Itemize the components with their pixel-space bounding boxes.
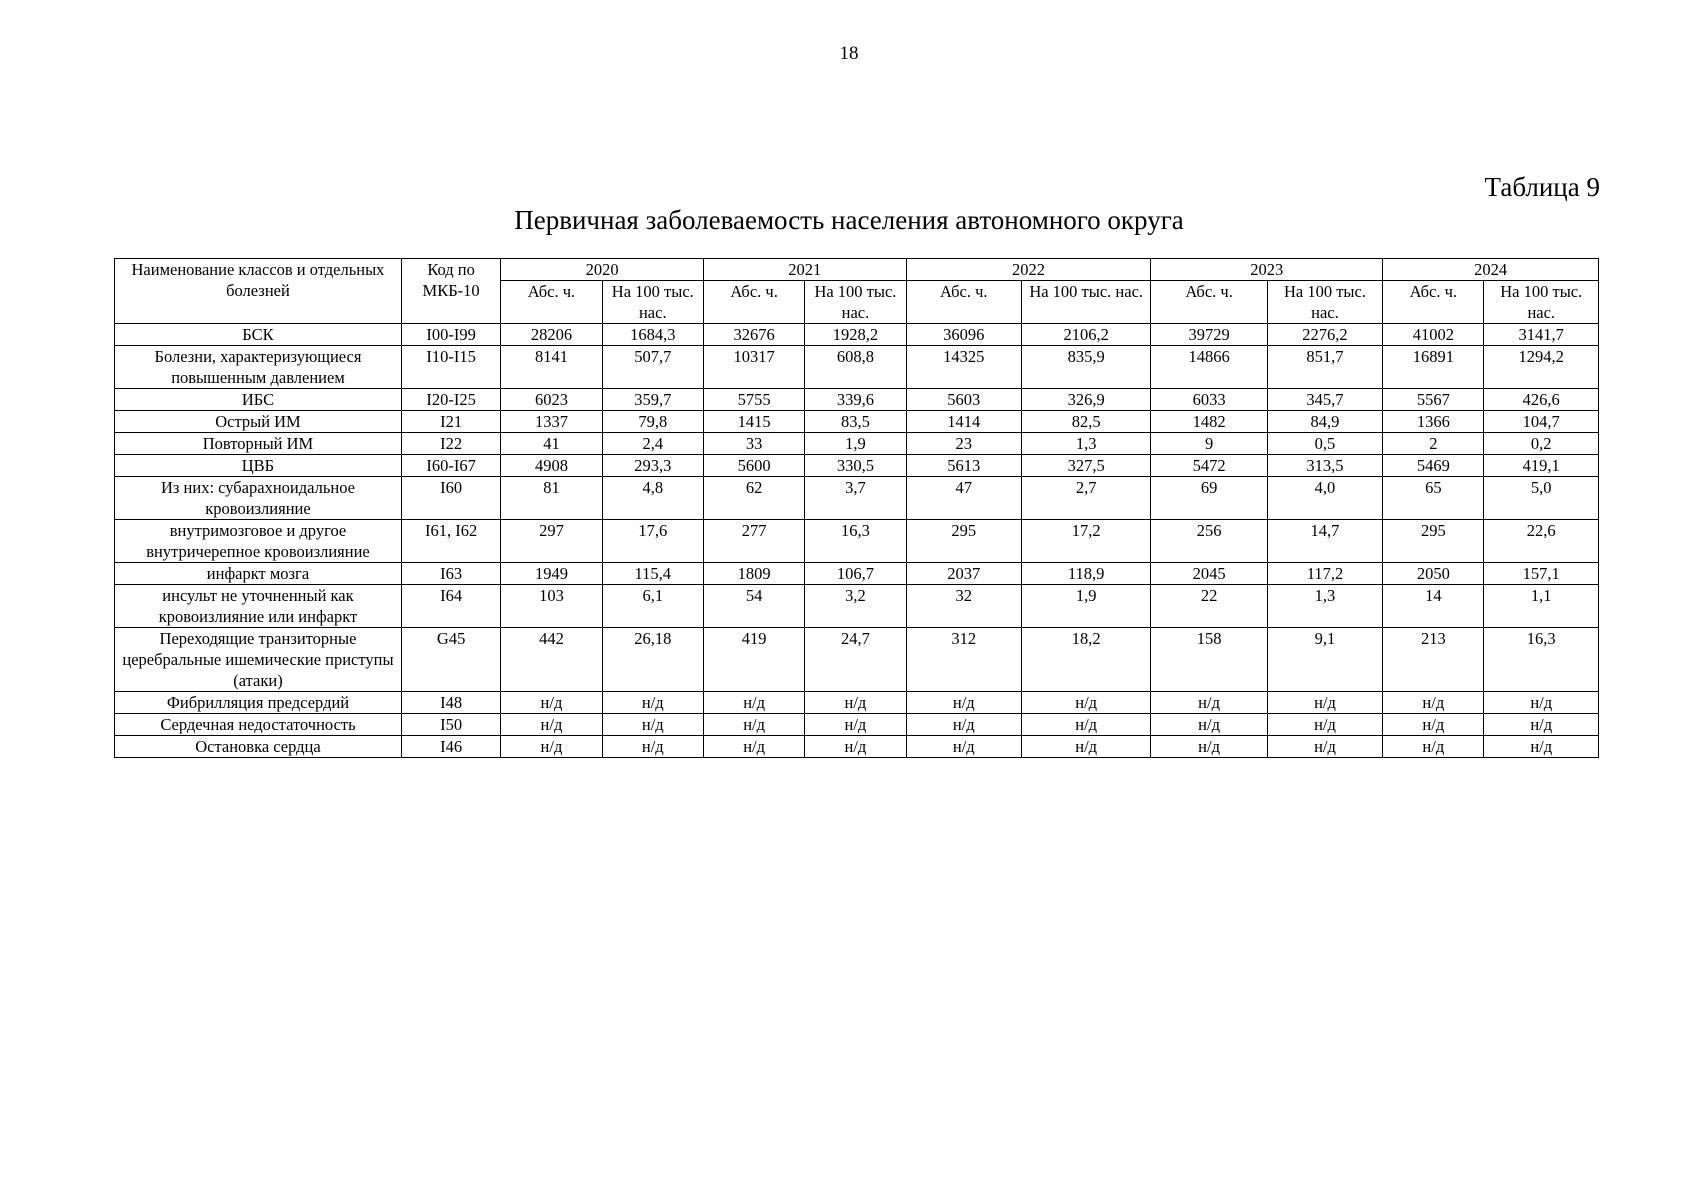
cell-rate: 1,3 bbox=[1021, 433, 1150, 455]
header-year: 2024 bbox=[1383, 259, 1599, 281]
table-row bbox=[115, 477, 1599, 520]
cell-abs: 277 bbox=[703, 520, 804, 563]
cell-rate: н/д bbox=[805, 736, 906, 758]
row-name: Фибрилляция предсердий bbox=[115, 692, 402, 714]
row-name: внутримозговое и другое внутричерепное кровоизлияние bbox=[115, 520, 402, 563]
cell-rate: н/д bbox=[1267, 736, 1382, 758]
row-code: I10-I15 bbox=[401, 346, 500, 389]
header-rate: На 100 тыс. нас. bbox=[602, 281, 703, 324]
cell-rate: 293,3 bbox=[602, 455, 703, 477]
cell-rate: 0,5 bbox=[1267, 433, 1382, 455]
header-year: 2020 bbox=[501, 259, 704, 281]
cell-abs: 2 bbox=[1383, 433, 1484, 455]
cell-abs: 1482 bbox=[1151, 411, 1267, 433]
cell-rate: н/д bbox=[1267, 692, 1382, 714]
cell-rate: н/д bbox=[1484, 736, 1599, 758]
cell-rate: 17,2 bbox=[1021, 520, 1150, 563]
cell-abs: 312 bbox=[906, 628, 1021, 692]
header-abs: Абс. ч. bbox=[703, 281, 804, 324]
cell-abs: 41 bbox=[501, 433, 602, 455]
cell-rate: н/д bbox=[602, 736, 703, 758]
cell-rate: 26,18 bbox=[602, 628, 703, 692]
cell-rate: 1294,2 bbox=[1484, 346, 1599, 389]
cell-abs: 6023 bbox=[501, 389, 602, 411]
cell-abs: н/д bbox=[906, 736, 1021, 758]
cell-rate: 835,9 bbox=[1021, 346, 1150, 389]
header-year: 2022 bbox=[906, 259, 1151, 281]
cell-rate: 82,5 bbox=[1021, 411, 1150, 433]
cell-abs: 2045 bbox=[1151, 563, 1267, 585]
row-name: инфаркт мозга bbox=[115, 563, 402, 585]
header-abs: Абс. ч. bbox=[501, 281, 602, 324]
cell-rate: 6,1 bbox=[602, 585, 703, 628]
header-rate: На 100 тыс. нас. bbox=[1484, 281, 1599, 324]
cell-rate: 1,1 bbox=[1484, 585, 1599, 628]
row-code: I46 bbox=[401, 736, 500, 758]
cell-abs: н/д bbox=[703, 692, 804, 714]
cell-abs: н/д bbox=[501, 714, 602, 736]
row-name: инсульт не уточненный как кровоизлияние или инфаркт bbox=[115, 585, 402, 628]
cell-abs: 14 bbox=[1383, 585, 1484, 628]
cell-rate: 851,7 bbox=[1267, 346, 1382, 389]
cell-rate: н/д bbox=[1484, 714, 1599, 736]
table-row bbox=[115, 736, 1599, 758]
table-body bbox=[115, 324, 1599, 758]
cell-abs: 2050 bbox=[1383, 563, 1484, 585]
header-row-years bbox=[115, 259, 1599, 281]
cell-abs: 32676 bbox=[703, 324, 804, 346]
cell-abs: н/д bbox=[1151, 714, 1267, 736]
header-abs: Абс. ч. bbox=[1383, 281, 1484, 324]
table-row bbox=[115, 563, 1599, 585]
cell-rate: 17,6 bbox=[602, 520, 703, 563]
cell-rate: н/д bbox=[1021, 692, 1150, 714]
cell-abs: 1949 bbox=[501, 563, 602, 585]
table-row bbox=[115, 389, 1599, 411]
morbidity-table bbox=[114, 258, 1599, 758]
cell-rate: 3,2 bbox=[805, 585, 906, 628]
cell-abs: 103 bbox=[501, 585, 602, 628]
row-code: I61, I62 bbox=[401, 520, 500, 563]
cell-abs: 28206 bbox=[501, 324, 602, 346]
cell-rate: 14,7 bbox=[1267, 520, 1382, 563]
cell-rate: н/д bbox=[1484, 692, 1599, 714]
cell-abs: н/д bbox=[1151, 736, 1267, 758]
cell-abs: 54 bbox=[703, 585, 804, 628]
cell-abs: 16891 bbox=[1383, 346, 1484, 389]
cell-abs: н/д bbox=[1383, 736, 1484, 758]
row-code: I48 bbox=[401, 692, 500, 714]
cell-rate: 4,8 bbox=[602, 477, 703, 520]
row-name: БСК bbox=[115, 324, 402, 346]
header-rate: На 100 тыс. нас. bbox=[805, 281, 906, 324]
cell-abs: 14866 bbox=[1151, 346, 1267, 389]
row-code: I21 bbox=[401, 411, 500, 433]
cell-rate: 0,2 bbox=[1484, 433, 1599, 455]
document-title: Первичная заболеваемость населения автономного округа bbox=[514, 205, 1184, 235]
table-row bbox=[115, 433, 1599, 455]
cell-rate: 608,8 bbox=[805, 346, 906, 389]
cell-abs: 5472 bbox=[1151, 455, 1267, 477]
cell-abs: 23 bbox=[906, 433, 1021, 455]
cell-abs: н/д bbox=[1383, 714, 1484, 736]
cell-rate: 330,5 bbox=[805, 455, 906, 477]
cell-abs: 419 bbox=[703, 628, 804, 692]
cell-rate: 313,5 bbox=[1267, 455, 1382, 477]
cell-rate: н/д bbox=[1267, 714, 1382, 736]
table-row bbox=[115, 346, 1599, 389]
cell-abs: 1366 bbox=[1383, 411, 1484, 433]
cell-rate: 2,4 bbox=[602, 433, 703, 455]
row-name: Болезни, характеризующиеся повышенным давлением bbox=[115, 346, 402, 389]
cell-rate: н/д bbox=[805, 692, 906, 714]
cell-rate: 339,6 bbox=[805, 389, 906, 411]
cell-rate: 16,3 bbox=[805, 520, 906, 563]
cell-abs: 5469 bbox=[1383, 455, 1484, 477]
cell-abs: 33 bbox=[703, 433, 804, 455]
table-row bbox=[115, 692, 1599, 714]
cell-rate: 2106,2 bbox=[1021, 324, 1150, 346]
cell-abs: 5613 bbox=[906, 455, 1021, 477]
cell-rate: 1,9 bbox=[1021, 585, 1150, 628]
cell-abs: 213 bbox=[1383, 628, 1484, 692]
cell-abs: 158 bbox=[1151, 628, 1267, 692]
cell-rate: 419,1 bbox=[1484, 455, 1599, 477]
cell-rate: 117,2 bbox=[1267, 563, 1382, 585]
table-row bbox=[115, 628, 1599, 692]
row-code: I60 bbox=[401, 477, 500, 520]
cell-rate: 84,9 bbox=[1267, 411, 1382, 433]
row-name: ЦВБ bbox=[115, 455, 402, 477]
cell-rate: 1,3 bbox=[1267, 585, 1382, 628]
cell-rate: н/д bbox=[602, 692, 703, 714]
header-year: 2023 bbox=[1151, 259, 1383, 281]
cell-abs: 81 bbox=[501, 477, 602, 520]
cell-rate: 1928,2 bbox=[805, 324, 906, 346]
cell-rate: 426,6 bbox=[1484, 389, 1599, 411]
cell-abs: 4908 bbox=[501, 455, 602, 477]
cell-abs: 1809 bbox=[703, 563, 804, 585]
cell-rate: 104,7 bbox=[1484, 411, 1599, 433]
header-code: Код по МКБ-10 bbox=[401, 259, 500, 324]
cell-abs: 10317 bbox=[703, 346, 804, 389]
cell-abs: 295 bbox=[906, 520, 1021, 563]
cell-abs: 5603 bbox=[906, 389, 1021, 411]
cell-abs: н/д bbox=[703, 714, 804, 736]
table-row bbox=[115, 714, 1599, 736]
cell-rate: 3141,7 bbox=[1484, 324, 1599, 346]
cell-rate: 1684,3 bbox=[602, 324, 703, 346]
table-row bbox=[115, 455, 1599, 477]
row-name: Переходящие транзиторные церебральные ишемические приступы (атаки) bbox=[115, 628, 402, 692]
cell-rate: 327,5 bbox=[1021, 455, 1150, 477]
header-abs: Абс. ч. bbox=[906, 281, 1021, 324]
cell-rate: 326,9 bbox=[1021, 389, 1150, 411]
cell-rate: 106,7 bbox=[805, 563, 906, 585]
row-code: I60-I67 bbox=[401, 455, 500, 477]
cell-abs: 442 bbox=[501, 628, 602, 692]
cell-rate: 359,7 bbox=[602, 389, 703, 411]
cell-rate: 18,2 bbox=[1021, 628, 1150, 692]
cell-rate: 4,0 bbox=[1267, 477, 1382, 520]
cell-abs: 69 bbox=[1151, 477, 1267, 520]
cell-abs: 5755 bbox=[703, 389, 804, 411]
row-code: I20-I25 bbox=[401, 389, 500, 411]
row-code: G45 bbox=[401, 628, 500, 692]
cell-abs: 47 bbox=[906, 477, 1021, 520]
cell-abs: 9 bbox=[1151, 433, 1267, 455]
row-name: Из них: субарахноидальное кровоизлияние bbox=[115, 477, 402, 520]
cell-abs: 41002 bbox=[1383, 324, 1484, 346]
cell-rate: 2,7 bbox=[1021, 477, 1150, 520]
cell-rate: 1,9 bbox=[805, 433, 906, 455]
table-row bbox=[115, 411, 1599, 433]
cell-rate: 16,3 bbox=[1484, 628, 1599, 692]
cell-abs: 14325 bbox=[906, 346, 1021, 389]
header-rate: На 100 тыс. нас. bbox=[1267, 281, 1382, 324]
table-row bbox=[115, 324, 1599, 346]
cell-abs: 5567 bbox=[1383, 389, 1484, 411]
row-name: Сердечная недостаточность bbox=[115, 714, 402, 736]
cell-abs: 39729 bbox=[1151, 324, 1267, 346]
cell-abs: н/д bbox=[1383, 692, 1484, 714]
row-name: Повторный ИМ bbox=[115, 433, 402, 455]
cell-abs: н/д bbox=[906, 714, 1021, 736]
cell-rate: н/д bbox=[1021, 714, 1150, 736]
cell-abs: 36096 bbox=[906, 324, 1021, 346]
cell-abs: 256 bbox=[1151, 520, 1267, 563]
cell-rate: 24,7 bbox=[805, 628, 906, 692]
header-rate: На 100 тыс. нас. bbox=[1021, 281, 1150, 324]
cell-rate: 118,9 bbox=[1021, 563, 1150, 585]
cell-abs: 1414 bbox=[906, 411, 1021, 433]
cell-abs: 6033 bbox=[1151, 389, 1267, 411]
cell-abs: н/д bbox=[1151, 692, 1267, 714]
cell-abs: н/д bbox=[703, 736, 804, 758]
cell-abs: 5600 bbox=[703, 455, 804, 477]
table-label: Таблица 9 bbox=[1484, 172, 1600, 202]
cell-rate: 507,7 bbox=[602, 346, 703, 389]
cell-rate: 22,6 bbox=[1484, 520, 1599, 563]
cell-abs: 32 bbox=[906, 585, 1021, 628]
row-name: ИБС bbox=[115, 389, 402, 411]
cell-rate: н/д bbox=[602, 714, 703, 736]
cell-abs: 22 bbox=[1151, 585, 1267, 628]
cell-rate: 3,7 bbox=[805, 477, 906, 520]
cell-abs: 62 bbox=[703, 477, 804, 520]
row-code: I00-I99 bbox=[401, 324, 500, 346]
row-code: I22 bbox=[401, 433, 500, 455]
cell-abs: 297 bbox=[501, 520, 602, 563]
row-name: Остановка сердца bbox=[115, 736, 402, 758]
cell-abs: 65 bbox=[1383, 477, 1484, 520]
page-number: 18 bbox=[839, 43, 859, 64]
cell-rate: 83,5 bbox=[805, 411, 906, 433]
row-name: Острый ИМ bbox=[115, 411, 402, 433]
row-code: I64 bbox=[401, 585, 500, 628]
cell-rate: 5,0 bbox=[1484, 477, 1599, 520]
cell-abs: 2037 bbox=[906, 563, 1021, 585]
cell-abs: 1337 bbox=[501, 411, 602, 433]
cell-rate: 2276,2 bbox=[1267, 324, 1382, 346]
cell-rate: н/д bbox=[1021, 736, 1150, 758]
cell-abs: н/д bbox=[906, 692, 1021, 714]
row-code: I50 bbox=[401, 714, 500, 736]
cell-abs: 1415 bbox=[703, 411, 804, 433]
header-name: Наименование классов и отдельных болезней bbox=[115, 259, 402, 324]
cell-rate: 345,7 bbox=[1267, 389, 1382, 411]
cell-abs: 8141 bbox=[501, 346, 602, 389]
cell-rate: 157,1 bbox=[1484, 563, 1599, 585]
header-abs: Абс. ч. bbox=[1151, 281, 1267, 324]
cell-rate: 9,1 bbox=[1267, 628, 1382, 692]
cell-abs: 295 bbox=[1383, 520, 1484, 563]
header-year: 2021 bbox=[703, 259, 906, 281]
cell-rate: 79,8 bbox=[602, 411, 703, 433]
cell-rate: 115,4 bbox=[602, 563, 703, 585]
row-code: I63 bbox=[401, 563, 500, 585]
cell-abs: н/д bbox=[501, 736, 602, 758]
table-row bbox=[115, 585, 1599, 628]
cell-abs: н/д bbox=[501, 692, 602, 714]
table-row bbox=[115, 520, 1599, 563]
cell-rate: н/д bbox=[805, 714, 906, 736]
